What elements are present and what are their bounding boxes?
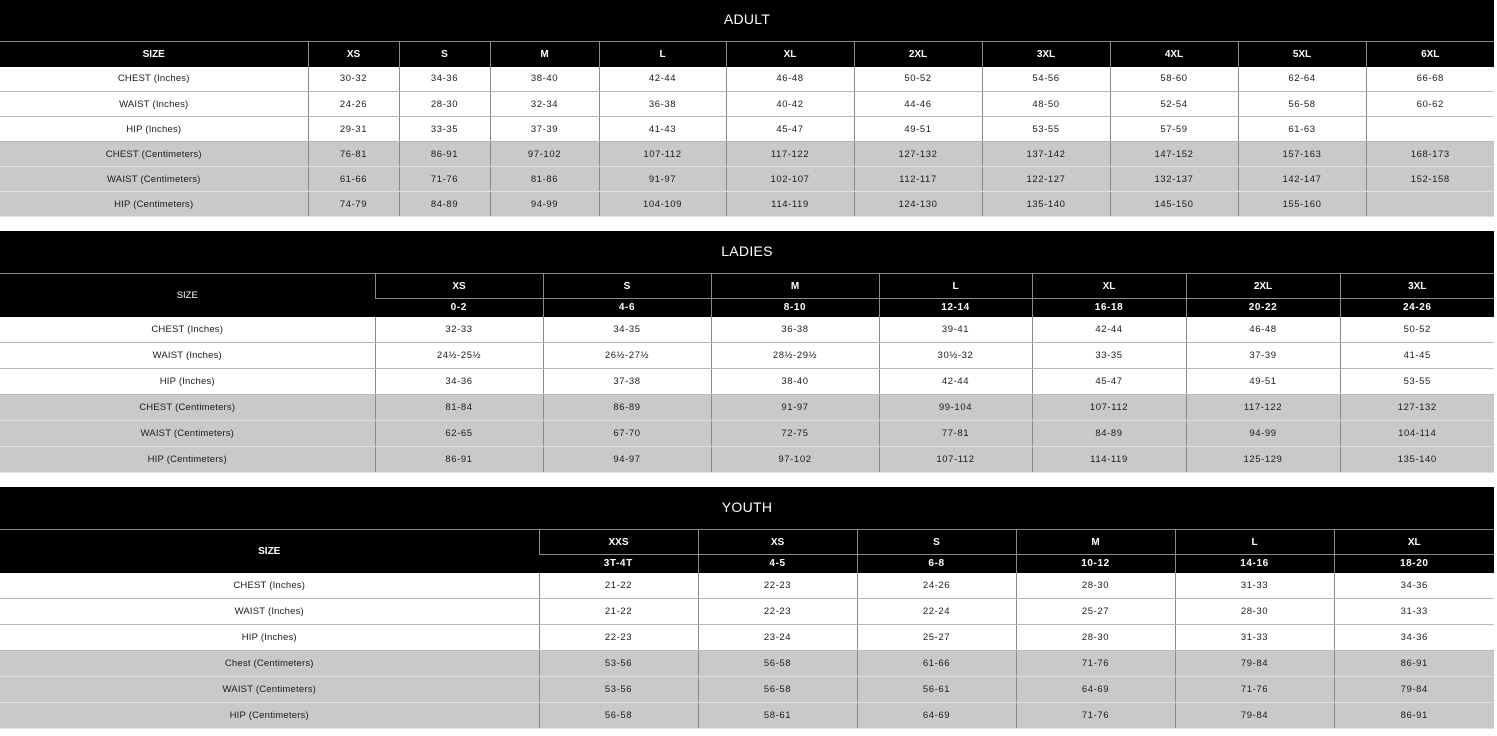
youth-header-row [0, 530, 1494, 555]
measurement-cell: 91-97 [599, 167, 726, 192]
measurement-cell: 97-102 [711, 447, 879, 473]
row-label: CHEST (Inches) [0, 573, 539, 599]
measurement-cell: 56-58 [1238, 92, 1366, 117]
measurement-cell: 37-39 [1186, 343, 1340, 369]
measurement-cell: 33-35 [399, 117, 490, 142]
ladies-size-xl: XL [1032, 274, 1186, 299]
measurement-cell: 99-104 [879, 395, 1032, 421]
measurement-cell: 97-102 [490, 142, 599, 167]
measurement-cell: 28½-29½ [711, 343, 879, 369]
ladies-numeric-size: 12-14 [879, 299, 1032, 317]
measurement-cell: 50-52 [854, 67, 982, 92]
ladies-size-table [0, 273, 1494, 473]
adult-size-label: SIZE [0, 42, 308, 67]
table-row [0, 677, 1494, 703]
measurement-cell: 81-84 [375, 395, 543, 421]
measurement-cell: 46-48 [1186, 317, 1340, 343]
row-label: WAIST (Inches) [0, 92, 308, 117]
row-label: WAIST (Inches) [0, 599, 539, 625]
measurement-cell: 28-30 [399, 92, 490, 117]
table-row [0, 117, 1494, 142]
measurement-cell: 104-114 [1340, 421, 1494, 447]
measurement-cell: 32-33 [375, 317, 543, 343]
ladies-size-xs: XS [375, 274, 543, 299]
measurement-cell: 56-58 [698, 651, 857, 677]
measurement-cell: 155-160 [1238, 192, 1366, 217]
measurement-cell: 21-22 [539, 599, 698, 625]
row-label: WAIST (Centimeters) [0, 677, 539, 703]
ladies-numeric-size: 16-18 [1032, 299, 1186, 317]
table-row [0, 369, 1494, 395]
measurement-cell: 33-35 [1032, 343, 1186, 369]
table-row [0, 651, 1494, 677]
adult-size-5xl: 5XL [1238, 42, 1366, 67]
measurement-cell: 25-27 [1016, 599, 1175, 625]
measurement-cell: 64-69 [1016, 677, 1175, 703]
table-row [0, 142, 1494, 167]
measurement-cell: 64-69 [857, 703, 1016, 729]
measurement-cell: 81-86 [490, 167, 599, 192]
row-label: CHEST (Inches) [0, 67, 308, 92]
measurement-cell: 22-23 [698, 599, 857, 625]
measurement-cell: 22-24 [857, 599, 1016, 625]
measurement-cell: 53-55 [1340, 369, 1494, 395]
measurement-cell: 71-76 [1016, 651, 1175, 677]
measurement-cell: 30-32 [308, 67, 399, 92]
measurement-cell: 52-54 [1110, 92, 1238, 117]
measurement-cell: 157-163 [1238, 142, 1366, 167]
youth-size-s: S [857, 530, 1016, 555]
ladies-header-row [0, 274, 1494, 299]
measurement-cell: 125-129 [1186, 447, 1340, 473]
row-label: HIP (Centimeters) [0, 703, 539, 729]
measurement-cell: 94-97 [543, 447, 711, 473]
measurement-cell: 79-84 [1334, 677, 1494, 703]
row-label: HIP (Centimeters) [0, 192, 308, 217]
adult-size-s: S [399, 42, 490, 67]
measurement-cell: 91-97 [711, 395, 879, 421]
measurement-cell: 34-35 [543, 317, 711, 343]
measurement-cell: 38-40 [490, 67, 599, 92]
youth-section [0, 487, 1494, 729]
measurement-cell: 31-33 [1334, 599, 1494, 625]
youth-size-xs: XS [698, 530, 857, 555]
measurement-cell: 31-33 [1175, 625, 1334, 651]
measurement-cell: 44-46 [854, 92, 982, 117]
ladies-section [0, 231, 1494, 473]
measurement-cell: 61-66 [308, 167, 399, 192]
measurement-cell: 36-38 [711, 317, 879, 343]
measurement-cell: 56-58 [698, 677, 857, 703]
adult-size-table [0, 41, 1494, 217]
measurement-cell: 49-51 [854, 117, 982, 142]
measurement-cell: 58-61 [698, 703, 857, 729]
row-label: HIP (Inches) [0, 625, 539, 651]
table-row [0, 599, 1494, 625]
measurement-cell [1366, 192, 1494, 217]
measurement-cell: 25-27 [857, 625, 1016, 651]
measurement-cell: 79-84 [1175, 703, 1334, 729]
measurement-cell: 135-140 [1340, 447, 1494, 473]
youth-size-l: L [1175, 530, 1334, 555]
measurement-cell: 114-119 [726, 192, 854, 217]
table-row [0, 573, 1494, 599]
measurement-cell: 24-26 [857, 573, 1016, 599]
measurement-cell: 137-142 [982, 142, 1110, 167]
row-label: CHEST (Centimeters) [0, 395, 375, 421]
measurement-cell: 40-42 [726, 92, 854, 117]
measurement-cell: 112-117 [854, 167, 982, 192]
measurement-cell: 107-112 [1032, 395, 1186, 421]
measurement-cell: 28-30 [1016, 625, 1175, 651]
measurement-cell: 42-44 [599, 67, 726, 92]
ladies-size-label: SIZE [0, 274, 375, 317]
table-row [0, 167, 1494, 192]
row-label: CHEST (Inches) [0, 317, 375, 343]
measurement-cell: 56-61 [857, 677, 1016, 703]
measurement-cell: 34-36 [1334, 625, 1494, 651]
measurement-cell: 61-66 [857, 651, 1016, 677]
measurement-cell: 34-36 [1334, 573, 1494, 599]
measurement-cell: 28-30 [1175, 599, 1334, 625]
measurement-cell: 67-70 [543, 421, 711, 447]
measurement-cell: 30½-32 [879, 343, 1032, 369]
table-row [0, 703, 1494, 729]
measurement-cell: 58-60 [1110, 67, 1238, 92]
measurement-cell: 147-152 [1110, 142, 1238, 167]
adult-header-row [0, 42, 1494, 67]
measurement-cell: 84-89 [1032, 421, 1186, 447]
measurement-cell: 127-132 [854, 142, 982, 167]
row-label: HIP (Inches) [0, 117, 308, 142]
measurement-cell: 54-56 [982, 67, 1110, 92]
measurement-cell: 41-43 [599, 117, 726, 142]
youth-numeric-size: 14-16 [1175, 555, 1334, 573]
measurement-cell: 114-119 [1032, 447, 1186, 473]
measurement-cell: 32-34 [490, 92, 599, 117]
measurement-cell: 22-23 [539, 625, 698, 651]
measurement-cell: 124-130 [854, 192, 982, 217]
measurement-cell: 107-112 [599, 142, 726, 167]
ladies-size-m: M [711, 274, 879, 299]
adult-size-xl: XL [726, 42, 854, 67]
measurement-cell: 53-56 [539, 651, 698, 677]
row-label: Chest (Centimeters) [0, 651, 539, 677]
adult-title: ADULT [0, 0, 1494, 41]
row-label: WAIST (Centimeters) [0, 167, 308, 192]
measurement-cell: 152-158 [1366, 167, 1494, 192]
measurement-cell: 117-122 [726, 142, 854, 167]
row-label: WAIST (Inches) [0, 343, 375, 369]
adult-size-3xl: 3XL [982, 42, 1110, 67]
measurement-cell: 60-62 [1366, 92, 1494, 117]
measurement-cell: 53-56 [539, 677, 698, 703]
measurement-cell: 24½-25½ [375, 343, 543, 369]
measurement-cell: 21-22 [539, 573, 698, 599]
ladies-title: LADIES [0, 231, 1494, 273]
ladies-numeric-size: 0-2 [375, 299, 543, 317]
measurement-cell: 86-89 [543, 395, 711, 421]
measurement-cell: 71-76 [1016, 703, 1175, 729]
adult-size-6xl: 6XL [1366, 42, 1494, 67]
measurement-cell: 34-36 [399, 67, 490, 92]
measurement-cell: 94-99 [1186, 421, 1340, 447]
row-label: HIP (Inches) [0, 369, 375, 395]
youth-numeric-size: 6-8 [857, 555, 1016, 573]
measurement-cell: 41-45 [1340, 343, 1494, 369]
measurement-cell: 71-76 [1175, 677, 1334, 703]
measurement-cell: 79-84 [1175, 651, 1334, 677]
youth-numeric-size: 18-20 [1334, 555, 1494, 573]
adult-section [0, 0, 1494, 217]
measurement-cell: 61-63 [1238, 117, 1366, 142]
measurement-cell: 28-30 [1016, 573, 1175, 599]
adult-size-m: M [490, 42, 599, 67]
table-row [0, 192, 1494, 217]
measurement-cell: 31-33 [1175, 573, 1334, 599]
ladies-numeric-size: 4-6 [543, 299, 711, 317]
row-label: CHEST (Centimeters) [0, 142, 308, 167]
measurement-cell [1366, 117, 1494, 142]
ladies-size-3xl: 3XL [1340, 274, 1494, 299]
measurement-cell: 102-107 [726, 167, 854, 192]
measurement-cell: 94-99 [490, 192, 599, 217]
table-row [0, 421, 1494, 447]
measurement-cell: 86-91 [1334, 651, 1494, 677]
measurement-cell: 39-41 [879, 317, 1032, 343]
row-label: WAIST (Centimeters) [0, 421, 375, 447]
measurement-cell: 71-76 [399, 167, 490, 192]
measurement-cell: 62-64 [1238, 67, 1366, 92]
row-label: HIP (Centimeters) [0, 447, 375, 473]
youth-title: YOUTH [0, 487, 1494, 529]
measurement-cell: 46-48 [726, 67, 854, 92]
measurement-cell: 49-51 [1186, 369, 1340, 395]
measurement-cell: 37-38 [543, 369, 711, 395]
measurement-cell: 50-52 [1340, 317, 1494, 343]
measurement-cell: 45-47 [726, 117, 854, 142]
table-row [0, 67, 1494, 92]
adult-size-4xl: 4XL [1110, 42, 1238, 67]
measurement-cell: 42-44 [879, 369, 1032, 395]
table-row [0, 447, 1494, 473]
ladies-size-l: L [879, 274, 1032, 299]
measurement-cell: 127-132 [1340, 395, 1494, 421]
youth-numeric-size: 3T-4T [539, 555, 698, 573]
adult-size-l: L [599, 42, 726, 67]
youth-numeric-size: 4-5 [698, 555, 857, 573]
ladies-size-s: S [543, 274, 711, 299]
measurement-cell: 135-140 [982, 192, 1110, 217]
measurement-cell: 34-36 [375, 369, 543, 395]
youth-size-xl: XL [1334, 530, 1494, 555]
measurement-cell: 62-65 [375, 421, 543, 447]
measurement-cell: 86-91 [399, 142, 490, 167]
measurement-cell: 37-39 [490, 117, 599, 142]
measurement-cell: 77-81 [879, 421, 1032, 447]
measurement-cell: 76-81 [308, 142, 399, 167]
measurement-cell: 74-79 [308, 192, 399, 217]
measurement-cell: 48-50 [982, 92, 1110, 117]
youth-size-label: SIZE [0, 530, 539, 573]
measurement-cell: 86-91 [1334, 703, 1494, 729]
measurement-cell: 84-89 [399, 192, 490, 217]
measurement-cell: 145-150 [1110, 192, 1238, 217]
measurement-cell: 132-137 [1110, 167, 1238, 192]
adult-size-2xl: 2XL [854, 42, 982, 67]
measurement-cell: 104-109 [599, 192, 726, 217]
measurement-cell: 122-127 [982, 167, 1110, 192]
measurement-cell: 53-55 [982, 117, 1110, 142]
youth-size-m: M [1016, 530, 1175, 555]
measurement-cell: 24-26 [308, 92, 399, 117]
table-row [0, 625, 1494, 651]
measurement-cell: 57-59 [1110, 117, 1238, 142]
measurement-cell: 86-91 [375, 447, 543, 473]
measurement-cell: 142-147 [1238, 167, 1366, 192]
measurement-cell: 45-47 [1032, 369, 1186, 395]
ladies-size-2xl: 2XL [1186, 274, 1340, 299]
ladies-numeric-size: 8-10 [711, 299, 879, 317]
measurement-cell: 42-44 [1032, 317, 1186, 343]
measurement-cell: 38-40 [711, 369, 879, 395]
measurement-cell: 72-75 [711, 421, 879, 447]
measurement-cell: 23-24 [698, 625, 857, 651]
youth-size-xxs: XXS [539, 530, 698, 555]
table-row [0, 317, 1494, 343]
table-row [0, 343, 1494, 369]
measurement-cell: 168-173 [1366, 142, 1494, 167]
table-row [0, 92, 1494, 117]
measurement-cell: 117-122 [1186, 395, 1340, 421]
measurement-cell: 66-68 [1366, 67, 1494, 92]
measurement-cell: 26½-27½ [543, 343, 711, 369]
adult-size-xs: XS [308, 42, 399, 67]
measurement-cell: 22-23 [698, 573, 857, 599]
measurement-cell: 107-112 [879, 447, 1032, 473]
table-row [0, 395, 1494, 421]
measurement-cell: 36-38 [599, 92, 726, 117]
ladies-numeric-size: 20-22 [1186, 299, 1340, 317]
youth-size-table [0, 529, 1494, 729]
measurement-cell: 29-31 [308, 117, 399, 142]
youth-numeric-size: 10-12 [1016, 555, 1175, 573]
ladies-numeric-size: 24-26 [1340, 299, 1494, 317]
measurement-cell: 56-58 [539, 703, 698, 729]
